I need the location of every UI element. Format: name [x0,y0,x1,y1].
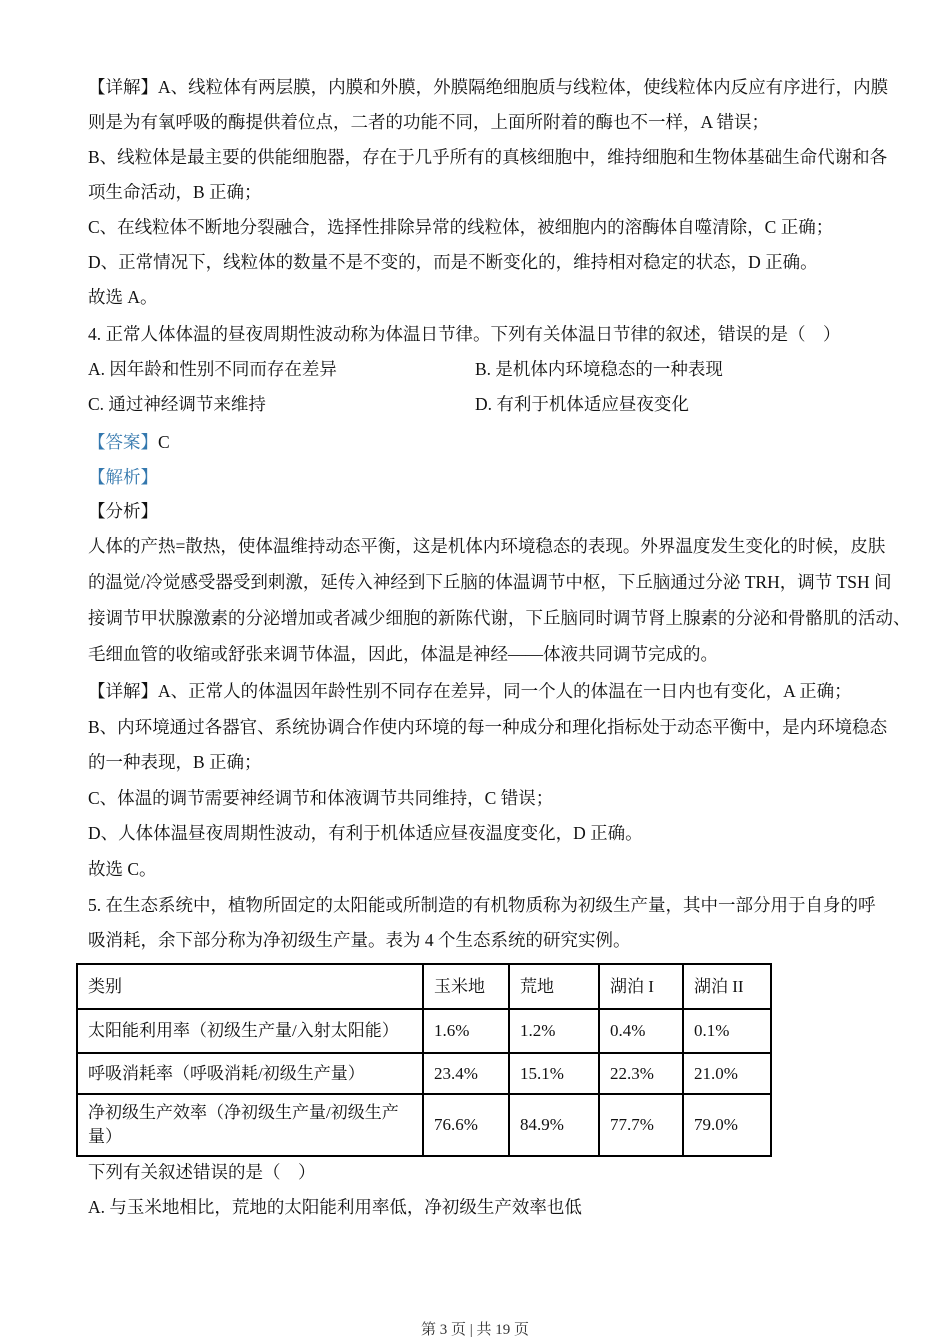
q4-option-b: B. 是机体内环境稳态的一种表现 [475,359,723,379]
analysis-line: 的温觉/冷觉感受器受到刺激，延传入神经到下丘脑的体温调节中枢，下丘脑通过分泌 TRH，调节 TSH 间 [88,572,892,592]
table-row-label: 呼吸消耗率（呼吸消耗/初级生产量） [77,1053,423,1094]
table-header-cell: 荒地 [509,964,599,1009]
table-row-label: 太阳能利用率（初级生产量/入射太阳能） [77,1009,423,1053]
answer-label: 【答案】 [88,432,158,452]
q4-option-d: D. 有利于机体适应昼夜变化 [475,394,689,414]
table-row [77,1094,771,1156]
table-header-cell: 湖泊 II [683,964,771,1009]
analysis-line: 人体的产热=散热，使体温维持动态平衡，这是机体内环境稳态的表现。外界温度发生变化的时候，皮肤 [88,536,886,556]
analysis-line: 接调节甲状腺激素的分泌增加或者减少细胞的新陈代谢，下丘脑同时调节肾上腺素的分泌和骨骼肌的活动、 [88,608,911,628]
q5-question-section [88,888,888,958]
conclusion-line: 故选 C。 [88,858,157,879]
q4-option-a: A. 因年龄和性别不同而存在差异 [88,359,337,379]
q4-question-section [88,317,888,422]
fenxi-label: 【分析】 [88,501,158,521]
table-cell: 0.4% [599,1009,683,1053]
table-cell: 79.0% [683,1094,771,1156]
table-row [77,1009,771,1053]
q4-answer-section [88,425,888,529]
table-cell: 77.7% [599,1094,683,1156]
table-cell: 22.3% [599,1053,683,1094]
table-cell: 0.1% [683,1009,771,1053]
q4-answer-line [88,425,888,460]
jiexi-label: 【解析】 [88,466,158,487]
table-row-label: 净初级生产效率（净初级生产量/初级生产量） [77,1094,423,1156]
q4-fenxi-line [88,494,888,529]
detail-line: D、人体体温昼夜周期性波动，有利于机体适应昼夜温度变化，D 正确。 [88,823,643,843]
table-header-cell: 玉米地 [423,964,509,1009]
detail-line: C、在线粒体不断地分裂融合，选择性排除异常的线粒体，被细胞内的溶酶体自噬清除，C 正确； [88,217,834,237]
page-number-footer: 第 3 页 | 共 19 页 [420,1322,529,1338]
detail-line: 则是为有氧呼吸的酶提供着位点，二者的功能不同，上面所附着的酶也不一样，A 错误； [88,112,770,132]
answer-value: C [158,432,170,452]
table-cell: 76.6% [423,1094,509,1156]
detail-line: 的一种表现，B 正确； [88,752,262,772]
table-row [77,1053,771,1094]
table-header-cell: 类别 [77,964,423,1009]
q5-close-section [88,1155,888,1224]
table-cell: 15.1% [509,1053,599,1094]
detail-line: D、正常情况下，线粒体的数量不是不变的，而是不断变化的，维持相对稳定的状态，D 正确。 [88,252,818,272]
q5-stem-line: 吸消耗，余下部分称为净初级生产量。表为 4 个生态系统的研究实例。 [88,930,631,950]
detail-line: B、线粒体是最主要的供能细胞器，存在于几乎所有的真核细胞中，维持细胞和生物体基础生命代谢和各 [88,147,888,167]
detail-line: 【详解】A、线粒体有两层膜，内膜和外膜，外膜隔绝细胞质与线粒体，使线粒体内反应有序进行，内膜 [88,77,889,97]
q4-detail-section [88,674,888,887]
ecosystem-study-table [76,963,772,1157]
table-header-row [77,964,771,1009]
q5-option-a: A. 与玉米地相比，荒地的太阳能利用率低，净初级生产效率也低 [88,1196,582,1217]
table-header-cell: 湖泊 I [599,964,683,1009]
q4-jiexi-line [88,460,888,495]
q3-detail-section [88,70,888,315]
q4-stem: 4. 正常人体体温的昼夜周期性波动称为体温日节律。下列有关体温日节律的叙述，错误的是（ ） [88,324,841,344]
table-cell: 23.4% [423,1053,509,1094]
detail-line: B、内环境通过各器官、系统协调合作使内环境的每一种成分和理化指标处于动态平衡中，是内环境稳态 [88,716,888,737]
table-cell: 21.0% [683,1053,771,1094]
q4-options-row-cd [88,387,888,422]
table-cell: 1.2% [509,1009,599,1053]
table-cell: 1.6% [423,1009,509,1053]
conclusion-line: 故选 A。 [88,287,158,307]
detail-line: 【详解】A、正常人的体温因年龄性别不同存在差异，同一个人的体温在一日内也有变化，A 正确； [88,681,852,701]
detail-line: C、体温的调节需要神经调节和体液调节共同维持，C 错误； [88,787,554,808]
q5-question-line: 下列有关叙述错误的是（ ） [88,1162,316,1182]
q4-options-row-ab [88,352,888,387]
analysis-line: 毛细血管的收缩或舒张来调节体温，因此，体温是神经——体液共同调节完成的。 [88,644,718,664]
table-cell: 84.9% [509,1094,599,1156]
q4-analysis-section [88,528,911,672]
detail-line: 项生命活动，B 正确； [88,182,262,202]
q5-stem-line: 5. 在生态系统中，植物所固定的太阳能或所制造的有机物质称为初级生产量，其中一部分用于自身的呼 [88,895,876,915]
q4-option-c: C. 通过神经调节来维持 [88,394,266,414]
